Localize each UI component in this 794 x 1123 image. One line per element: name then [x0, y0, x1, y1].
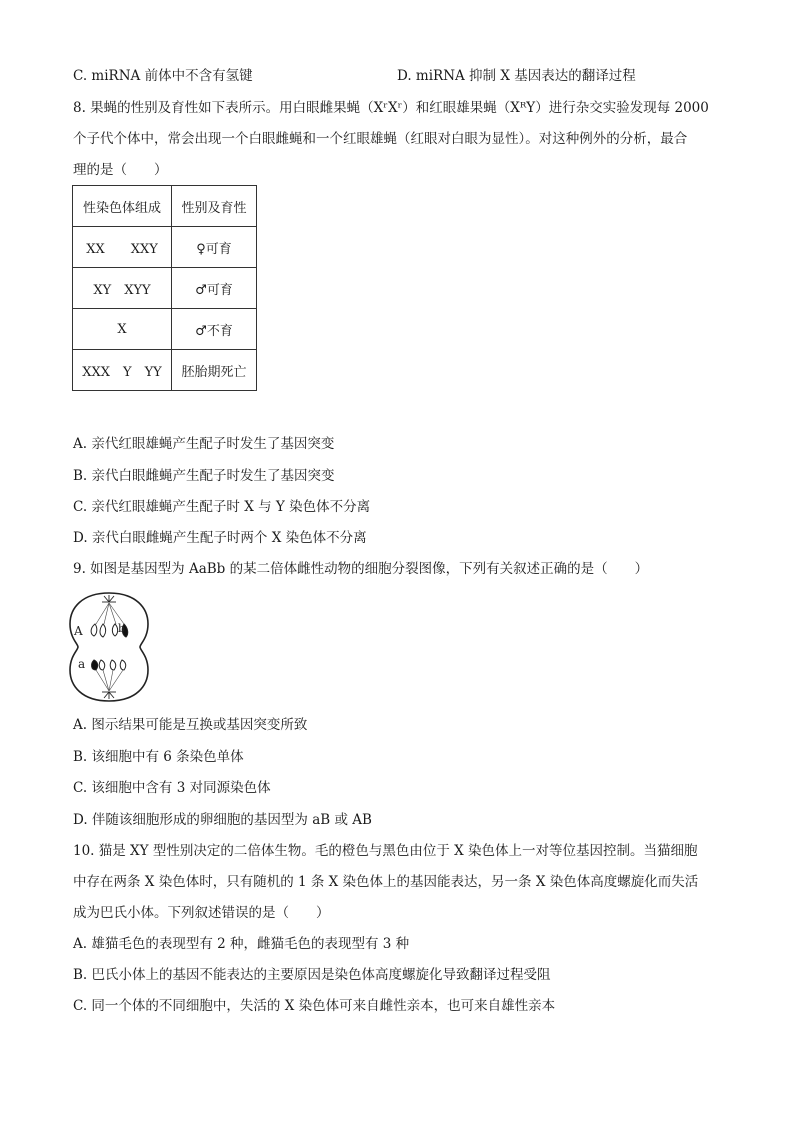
q10-option-c: C. 同一个体的不同细胞中，失活的 X 染色体可来自雌性亲本，也可来自雄性亲本: [73, 998, 556, 1014]
table-row: [73, 309, 257, 350]
q8-option-b: B. 亲代白眼雌蝇产生配子时发生了基因突变: [73, 468, 335, 484]
table-cell: 胚胎期死亡: [172, 350, 257, 391]
sex-chromosome-table: [72, 185, 257, 391]
q9-option-d: D. 伴随该细胞形成的卵细胞的基因型为 aB 或 AB: [73, 812, 372, 828]
q9-option-a: A. 图示结果可能是互换或基因突变所致: [73, 717, 308, 733]
table-cell: XX XXY: [73, 227, 172, 268]
q10-stem-line3: 成为巴氏小体。下列叙述错误的是（ ）: [73, 905, 330, 921]
q9-option-c: C. 该细胞中含有 3 对同源染色体: [73, 780, 271, 796]
q10-option-a: A. 雄猫毛色的表现型有 2 种，雌猫毛色的表现型有 3 种: [73, 936, 410, 952]
q10-stem-line2: 中存在两条 X 染色体时，只有随机的 1 条 X 染色体上的基因能表达，另一条 X 染色体高度螺旋化而失活: [73, 874, 699, 890]
cell-membrane: [70, 593, 148, 701]
allele-label-A: A: [74, 624, 83, 638]
q9-option-b: B. 该细胞中有 6 条染色单体: [73, 749, 244, 765]
table-header: 性染色体组成: [73, 186, 172, 227]
table-cell: ♂可育: [172, 268, 257, 309]
upper-spindle-fibers: [96, 603, 124, 624]
q8-stem-line1: 8. 果蝇的性别及育性如下表所示。用白眼雌果蝇（XʳXʳ）和红眼雄果蝇（XᴿY）进行杂交实验发现每 2000: [73, 100, 709, 116]
allele-label-b: b: [118, 622, 126, 635]
q10-option-b: B. 巴氏小体上的基因不能表达的主要原因是染色体高度螺旋化导致翻译过程受阻: [73, 967, 551, 983]
lower-centrosome: [102, 692, 116, 699]
table-row: [73, 268, 257, 309]
q8-option-d: D. 亲代白眼雌蝇产生配子时两个 X 染色体不分离: [73, 530, 367, 546]
q8-option-c: C. 亲代红眼雄蝇产生配子时 X 与 Y 染色体不分离: [73, 499, 371, 515]
cell-division-figure: [66, 590, 152, 704]
allele-label-a: a: [78, 657, 86, 671]
table-header-row: [73, 186, 257, 227]
table-cell: ♀可育: [172, 227, 257, 268]
table-row: [73, 350, 257, 391]
table-row: [73, 227, 257, 268]
lower-chromosomes: [92, 660, 126, 670]
table-cell: X: [73, 309, 172, 350]
table-cell: XXX Y YY: [73, 350, 172, 391]
lower-spindle-fibers: [96, 670, 123, 691]
q10-stem-line1: 10. 猫是 XY 型性别决定的二倍体生物。毛的橙色与黑色由位于 X 染色体上一对等位基因控制。当猫细胞: [73, 843, 698, 859]
q8-option-a: A. 亲代红眼雄蝇产生配子时发生了基因突变: [73, 436, 335, 452]
upper-centrosome: [102, 595, 116, 602]
table-cell: ♂不育: [172, 309, 257, 350]
table-cell: XY XYY: [73, 268, 172, 309]
q9-stem: 9. 如图是基因型为 AaBb 的某二倍体雌性动物的细胞分裂图像，下列有关叙述正确的是（ ）: [73, 561, 649, 577]
q8-stem-line2: 个子代个体中，常会出现一个白眼雌蝇和一个红眼雄蝇（红眼对白眼为显性）。对这种例外的分析，最合: [73, 131, 688, 147]
table-header: 性别及育性: [172, 186, 257, 227]
q7-option-c: C. miRNA 前体中不含有氢键: [73, 68, 253, 84]
q8-stem-line3: 理的是（ ）: [73, 162, 168, 178]
q7-option-d: D. miRNA 抑制 X 基因表达的翻译过程: [397, 68, 636, 84]
